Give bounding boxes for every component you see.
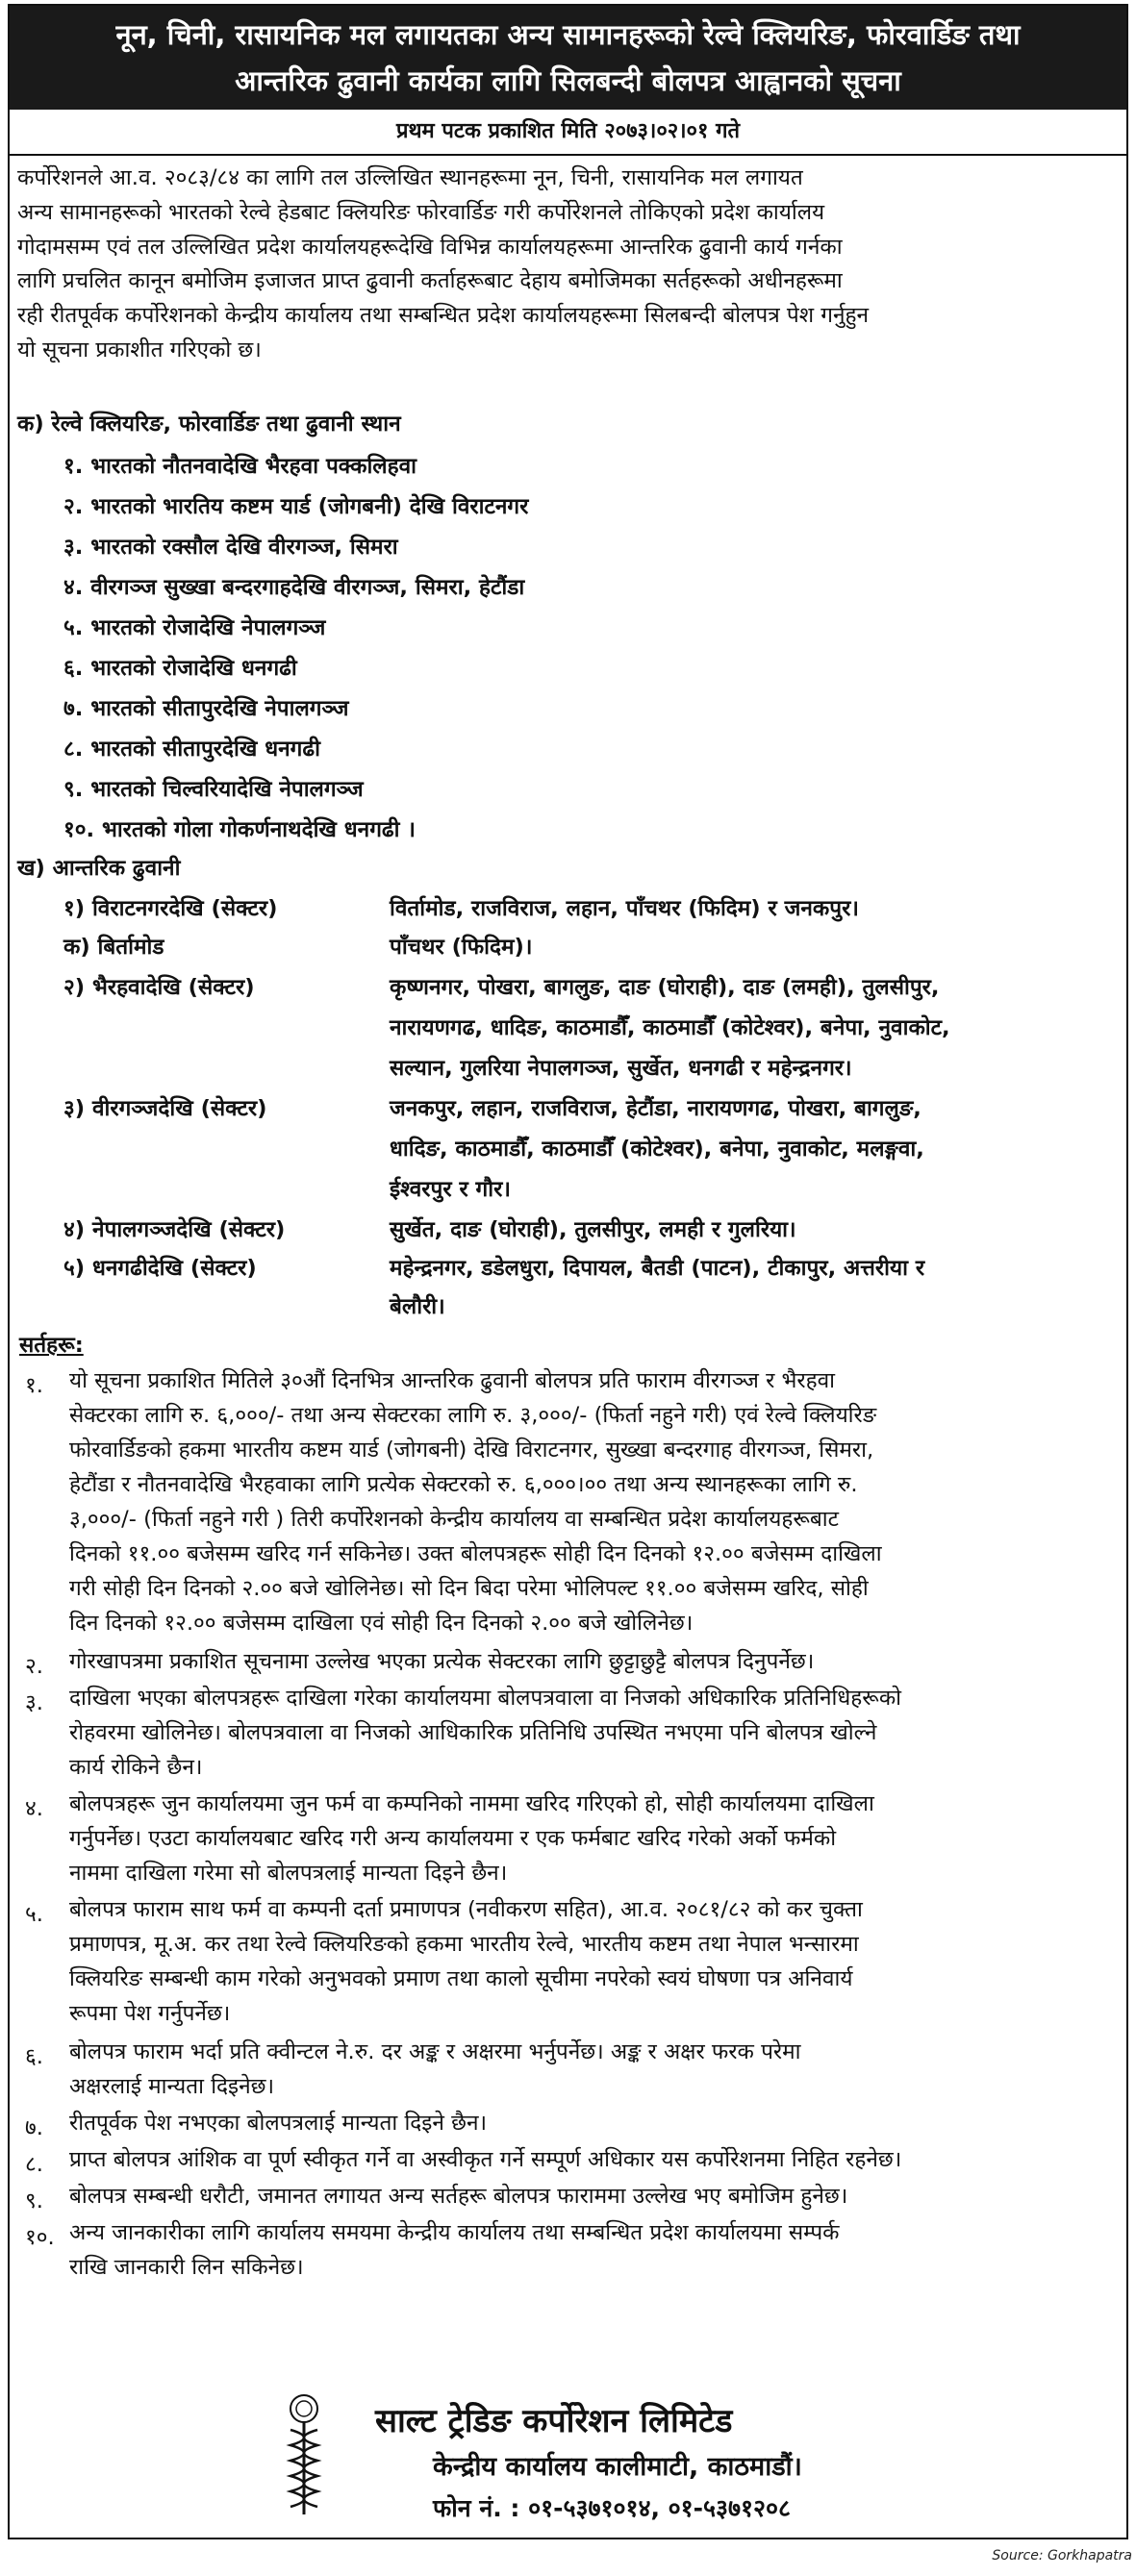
condition-line: बोलपत्र फाराम भर्दा प्रति क्वीन्टल ने.रु. दर अङ्क र अक्षरमा भर्नुपर्नेछ। अङ्क र अक्षर फरक परेमा bbox=[69, 2039, 801, 2064]
sector-destinations: पाँचथर (फिदिम)। bbox=[390, 935, 533, 960]
sector-destinations: बेलौरी। bbox=[390, 1294, 445, 1319]
section-ka-title: क) रेल्वे क्लियरिङ, फोरवार्डिङ तथा ढुवानी स्थान bbox=[17, 412, 401, 437]
publish-date: प्रथम पटक प्रकाशित मिति २०७३।०२।०१ गते bbox=[10, 110, 1126, 156]
condition-number: ७. bbox=[25, 2115, 43, 2140]
conditions-title: सर्तहरू: bbox=[19, 1333, 84, 1358]
condition-line: दिन दिनको १२.०० बजेसम्म दाखिला एवं सोही दिन दिनको २.०० बजे खोलिनेछ। bbox=[69, 1611, 694, 1636]
notice-title-line2: आन्तरिक ढुवानी कार्यका लागि सिलबन्दी बोलपत्र आह्वानको सूचना bbox=[235, 64, 901, 97]
railway-location-item: ३. भारतको रक्सौल देखि वीरगञ्ज, सिमरा bbox=[63, 535, 398, 560]
sector-destinations: सुर्खेत, दाङ (घोराही), तुलसीपुर, लमही र गुलरिया। bbox=[390, 1217, 796, 1242]
condition-text bbox=[69, 2142, 1118, 2177]
condition-text bbox=[69, 1644, 1118, 1679]
condition-line: गर्नुपर्नेछ। एउटा कार्यालयबाट खरिद गरी अन्य कार्यालयमा र एक फर्मबाट खरिद गरेको अर्को फर्मको bbox=[69, 1826, 837, 1851]
condition-number: २. bbox=[25, 1654, 43, 1679]
railway-location-item: ५. भारतको रोजादेखि नेपालगञ्ज bbox=[63, 615, 326, 640]
sector-destinations: महेन्द्रनगर, डडेलधुरा, दिपायल, बैतडी (पाटन), टीकापुर, अत्तरीया र bbox=[390, 1256, 925, 1281]
condition-text bbox=[69, 2035, 1118, 2104]
condition-line: क्लियरिङ सम्बन्धी काम गरेको अनुभवको प्रमाण तथा कालो सूचीमा नपरेको स्वयं घोषणा पत्र अनिवार्य bbox=[69, 1966, 853, 1991]
notice-header bbox=[10, 6, 1126, 110]
condition-line: रीतपूर्वक पेश नभएका बोलपत्रलाई मान्यता दिइने छैन। bbox=[69, 2111, 488, 2136]
condition-line: अक्षरलाई मान्यता दिइनेछ। bbox=[69, 2074, 275, 2099]
condition-line: राखि जानकारी लिन सकिनेछ। bbox=[69, 2255, 304, 2280]
sector-label: १) विराटनगरदेखि (सेक्टर) bbox=[63, 896, 278, 921]
condition-line: सेक्टरका लागि रु. ६,०००/- तथा अन्य सेक्टरका लागि रु. ३,०००/- (फिर्ता नहुने गरी) एवं रेल्वे क्लियरिङ bbox=[69, 1403, 877, 1428]
condition-line: फोरवार्डिङको हकमा भारतीय कष्टम यार्ड (जोगबनी) देखि विराटनगर, सुख्खा बन्दरगाह वीरगञ्ज, सिमरा, bbox=[69, 1438, 874, 1463]
railway-location-item: ६. भारतको रोजादेखि धनगढी bbox=[63, 656, 297, 681]
condition-text bbox=[69, 2106, 1118, 2140]
condition-line: बोलपत्रहरू जुन कार्यालयमा जुन फर्म वा कम्पनिको नाममा खरिद गरिएको हो, सोही कार्यालयमा दाखिला bbox=[69, 1791, 874, 1816]
sector-label: ३) वीरगञ्जदेखि (सेक्टर) bbox=[63, 1096, 267, 1121]
organization-phone: फोन नं. : ०१-५३७१०१४, ०१-५३७१२०८ bbox=[433, 2494, 792, 2522]
condition-number: ८. bbox=[25, 2152, 43, 2177]
sector-destinations: कृष्णनगर, पोखरा, बागलुङ, दाङ (घोराही), दाङ (लमही), तुलसीपुर, bbox=[390, 975, 940, 1000]
condition-text bbox=[69, 1681, 1118, 1785]
intro-paragraph bbox=[17, 162, 1119, 368]
condition-line: रोहवरमा खोलिनेछ। बोलपत्रवाला वा निजको आधिकारिक प्रतिनिधि उपस्थित नभएमा पनि बोलपत्र खोल्ने bbox=[69, 1720, 877, 1745]
sector-label: ५) धनगढीदेखि (सेक्टर) bbox=[63, 1256, 257, 1281]
organization-name: साल्ट ट्रेडिङ कर्पोरेशन लिमिटेड bbox=[375, 2402, 733, 2440]
condition-number: ५. bbox=[25, 1902, 43, 1927]
sector-label: ४) नेपालगञ्जदेखि (सेक्टर) bbox=[63, 1217, 286, 1242]
intro-line: यो सूचना प्रकाशीत गरिएको छ। bbox=[17, 337, 262, 363]
condition-text bbox=[69, 1892, 1118, 2031]
sector-destinations: ईश्वरपुर र गौर। bbox=[390, 1177, 511, 1202]
railway-location-item: ८. भारतको सीतापुरदेखि धनगढी bbox=[63, 737, 320, 762]
railway-location-item: १०. भारतको गोला गोकर्णनाथदेखि धनगढी । bbox=[63, 817, 416, 842]
railway-location-item: ७. भारतको सीतापुरदेखि नेपालगञ्ज bbox=[63, 696, 349, 721]
section-kha-title: ख) आन्तरिक ढुवानी bbox=[17, 856, 181, 881]
intro-line: गोदामसम्म एवं तल उल्लिखित प्रदेश कार्यालयहरूदेखि विभिन्न कार्यालयहरूमा आन्तरिक ढुवानी कार्य गर्नका bbox=[17, 234, 843, 260]
condition-number: १. bbox=[25, 1373, 43, 1398]
intro-line: लागि प्रचलित कानून बमोजिम इजाजत प्राप्त ढुवानी कर्ताहरूबाट देहाय बमोजिमका सर्तहरूको अधीनहरूमा bbox=[17, 268, 843, 294]
condition-line: ३,०००/- (फिर्ता नहुने गरी ) तिरी कर्पोरेशनको केन्द्रीय कार्यालय वा सम्बन्धित प्रदेश कार्यालयहरूबाट bbox=[69, 1507, 840, 1532]
condition-number: ९. bbox=[25, 2188, 43, 2213]
intro-line: अन्य सामानहरूको भारतको रेल्वे हेडबाट क्लियरिङ फोरवार्डिङ गरी कर्पोरेशनले तोकिएको प्रदेश कार्यालय bbox=[17, 199, 825, 225]
sector-label: क) बिर्तामोड bbox=[63, 935, 164, 960]
sector-destinations: विर्तामोड, राजविराज, लहान, पाँचथर (फिदिम) र जनकपुर। bbox=[390, 896, 859, 921]
sector-destinations: धादिङ, काठमाडौँ, काठमाडौँ (कोटेश्वर), बनेपा, नुवाकोट, मलङ्गवा, bbox=[390, 1137, 924, 1162]
corporation-logo-icon bbox=[269, 2391, 339, 2526]
notice-footer bbox=[10, 2386, 1126, 2539]
railway-location-item: २. भारतको भारतिय कष्टम यार्ड (जोगबनी) देखि विराटनगर bbox=[63, 494, 529, 519]
condition-line: हेटौंडा र नौतनवादेखि भैरहवाका लागि प्रत्येक सेक्टरको रु. ६,०००।०० तथा अन्य स्थानहरूका लागि रु. bbox=[69, 1472, 858, 1497]
sector-destinations: सल्यान, गुलरिया नेपालगञ्ज, सुर्खेत, धनगढी र महेन्द्रनगर। bbox=[390, 1056, 852, 1081]
condition-line: कार्य रोकिने छैन। bbox=[69, 1755, 203, 1780]
condition-number: ६. bbox=[25, 2044, 43, 2069]
condition-line: रूपमा पेश गर्नुपर्नेछ। bbox=[69, 2001, 231, 2026]
condition-line: प्रमाणपत्र, मू.अ. कर तथा रेल्वे क्लियरिङको हकमा भारतीय रेल्वे, भारतीय कष्टम तथा नेपाल भन्सारमा bbox=[69, 1932, 859, 1957]
condition-line: बोलपत्र सम्बन्धी धरौटी, जमानत लगायत अन्य सर्तहरू बोलपत्र फाराममा उल्लेख भए बमोजिम हुनेछ। bbox=[69, 2184, 848, 2209]
condition-line: गरी सोही दिन दिनको २.०० बजे खोलिनेछ। सो दिन बिदा परेमा भोलिपल्ट ११.०० बजेसम्म खरिद, सोही bbox=[69, 1576, 869, 1601]
organization-address: केन्द्रीय कार्यालय कालीमाटी, काठमाडौं। bbox=[433, 2452, 802, 2482]
sector-destinations: नारायणगढ, धादिङ, काठमाडौँ, काठमाडौँ (कोटेश्वर), बनेपा, नुवाकोट, bbox=[390, 1015, 950, 1040]
condition-text bbox=[69, 1787, 1118, 1890]
sector-label: २) भैरहवादेखि (सेक्टर) bbox=[63, 975, 255, 1000]
condition-line: प्राप्त बोलपत्र आंशिक वा पूर्ण स्वीकृत गर्ने वा अस्वीकृत गर्ने सम्पूर्ण अधिकार यस कर्पोरेशनमा निहित रहनेछ। bbox=[69, 2147, 902, 2172]
condition-line: यो सूचना प्रकाशित मितिले ३०औं दिनभित्र आन्तरिक ढुवानी बोलपत्र प्रति फाराम वीरगञ्ज र भैरहवा bbox=[69, 1368, 836, 1393]
condition-line: दिनको ११.०० बजेसम्म खरिद गर्न सकिनेछ। उक्त बोलपत्रहरू सोही दिन दिनको १२.०० बजेसम्म दाखिला bbox=[69, 1541, 882, 1566]
condition-number: १०. bbox=[25, 2225, 55, 2250]
notice-title-line1: नून, चिनी, रासायनिक मल लगायतका अन्य सामानहरूको रेल्वे क्लियरिङ, फोरवार्डिङ तथा bbox=[115, 18, 1021, 51]
intro-line: कर्पोरेशनले आ.व. २०८३/८४ का लागि तल उल्लिखित स्थानहरूमा नून, चिनी, रासायनिक मल लगायत bbox=[17, 165, 803, 190]
condition-line: बोलपत्र फाराम साथ फर्म वा कम्पनी दर्ता प्रमाणपत्र (नवीकरण सहित), आ.व. २०८१/८२ को कर चुक्ता bbox=[69, 1897, 863, 1922]
condition-line: अन्य जानकारीका लागि कार्यालय समयमा केन्द्रीय कार्यालय तथा सम्बन्धित प्रदेश कार्यालयमा सम्पर्क bbox=[69, 2220, 840, 2245]
railway-location-item: ९. भारतको चिल्वरियादेखि नेपालगञ्ज bbox=[63, 777, 364, 802]
condition-line: दाखिला भएका बोलपत्रहरू दाखिला गरेका कार्यालयमा बोलपत्रवाला वा निजको अधिकारिक प्रतिनिधिहरूको bbox=[69, 1686, 902, 1711]
source-credit: Source: Gorkhapatra bbox=[992, 2548, 1132, 2563]
condition-text bbox=[69, 2215, 1118, 2285]
railway-location-item: ४. वीरगञ्ज सुख्खा बन्दरगाहदेखि वीरगञ्ज, सिमरा, हेटौंडा bbox=[63, 575, 525, 600]
condition-text bbox=[69, 2179, 1118, 2213]
condition-text bbox=[69, 1363, 1118, 1640]
condition-number: ४. bbox=[25, 1796, 43, 1821]
notice-page bbox=[8, 4, 1128, 2539]
railway-location-item: १. भारतको नौतनवादेखि भैरहवा पक्कलिहवा bbox=[63, 454, 417, 479]
condition-number: ३. bbox=[25, 1690, 43, 1715]
condition-line: नाममा दाखिला गरेमा सो बोलपत्रलाई मान्यता दिइने छैन। bbox=[69, 1861, 508, 1886]
condition-line: गोरखापत्रमा प्रकाशित सूचनामा उल्लेख भएका प्रत्येक सेक्टरका लागि छुट्टाछुट्टै बोलपत्र दिनुपर्नेछ। bbox=[69, 1649, 815, 1674]
sector-destinations: जनकपुर, लहान, राजविराज, हेटौंडा, नारायणगढ, पोखरा, बागलुङ, bbox=[390, 1096, 921, 1121]
intro-line: रही रीतपूर्वक कर्पोरेशनको केन्द्रीय कार्यालय तथा सम्बन्धित प्रदेश कार्यालयहरूमा सिलबन्दी बोलपत्र पेश गर्नुहुन bbox=[17, 303, 870, 329]
